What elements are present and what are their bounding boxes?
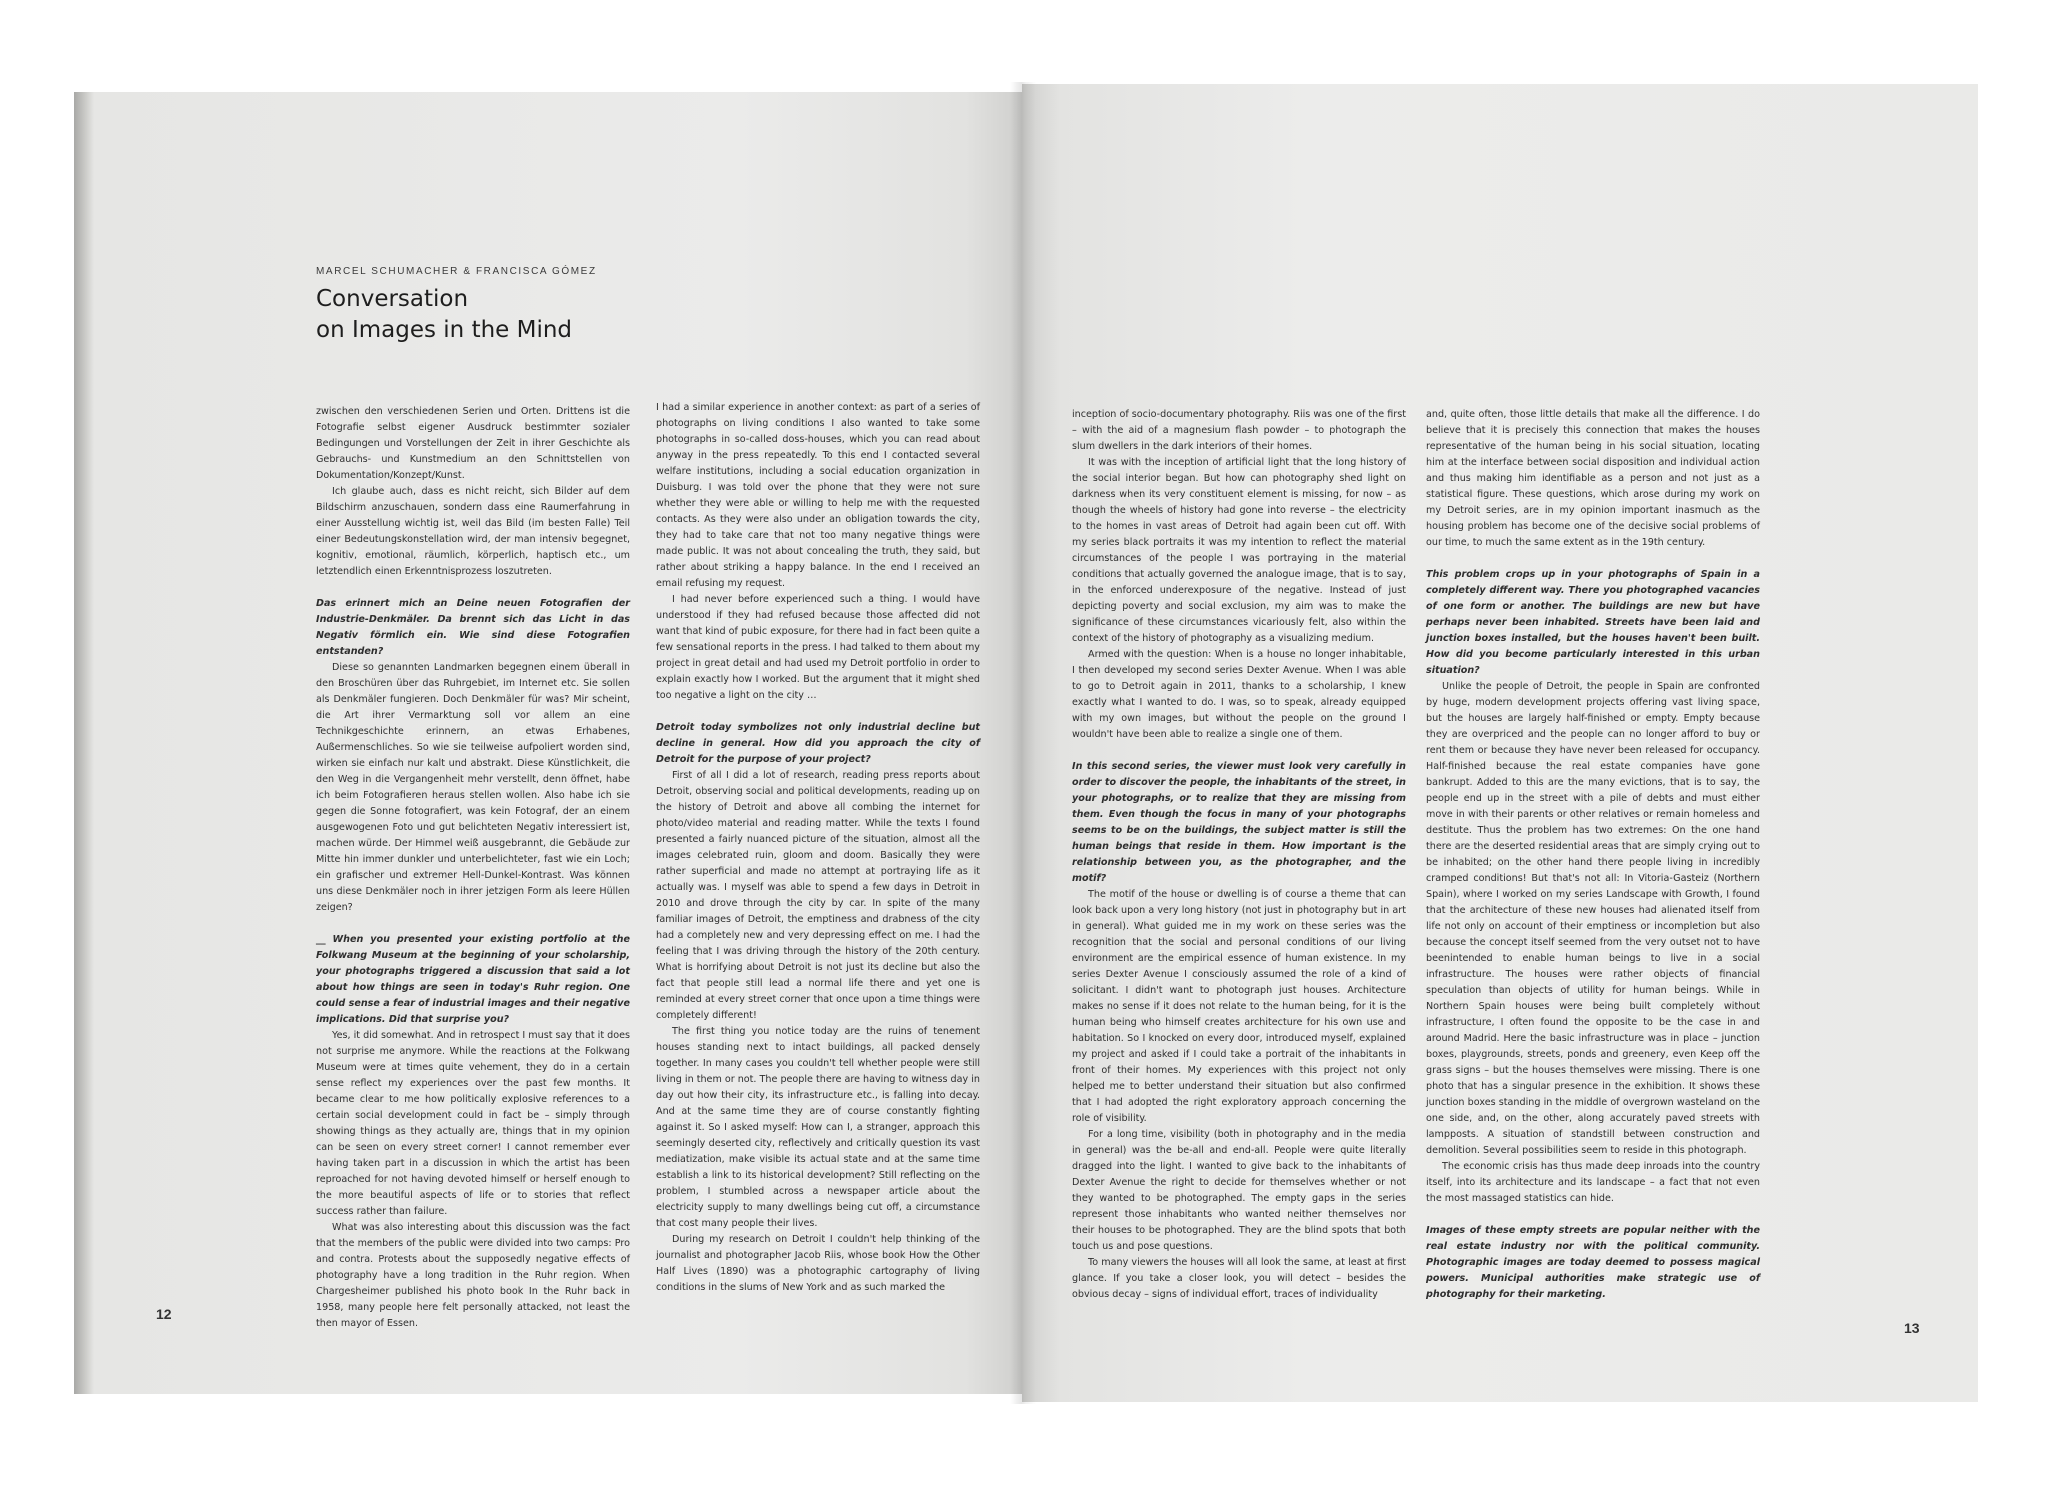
paragraph: The economic crisis has thus made deep inroads into the country itself, into its architecture and its landscape – a fact that not even the most massaged statistics can hide. [1426, 1161, 1760, 1204]
paragraph: I had a similar experience in another context: as part of a series of photographs on living conditions I also wanted to take some photographs in so-called doss-houses, which you can read about anyway in the press repeatedly. To this end I contacted several welfare institutions, including a social education organization in Duisburg. I was told over the phone that they were not sure whether they were able or willing to help me with the requested contacts. As they were also under an obligation towards the city, they had to take care that not too many negative things were made public. It was not about concealing the truth, they said, but rather about striking a happy balance. In the end I received an email refusing my request. [656, 402, 980, 589]
interview-question: Images of these empty streets are popular neither with the real estate industry nor with the political community. Photographic images are today deemed to possess magical powers. Municipal authorities make strategic use of photography for their marketing. [1426, 1225, 1760, 1300]
interview-question: Das erinnert mich an Deine neuen Fotografien der Industrie-Denkmäler. Da brennt sich das Licht in das Negativ förmlich ein. Wie sind diese Fotografien entstanden? [316, 598, 630, 657]
paragraph: Yes, it did somewhat. And in retrospect I must say that it does not surprise me anymore. While the reactions at the Folkwang Museum were at times quite vehement, they do in a certain sense reflect my experiences over the past few months. It became clear to me how politically explosive references to a certain social development could in fact be – simply through showing things as they actually are, things that in my opinion can be seen on every street corner! I cannot remember ever having taken part in a discussion in which the artist has been reproached for not having devoted himself or herself enough to the more beautiful aspects of life or to stories that reflect success rather than failure. [316, 1030, 630, 1217]
page-number-left: 12 [156, 1306, 172, 1322]
text-column-4 [1426, 407, 1760, 1307]
paragraph: First of all I did a lot of research, reading press reports about Detroit, observing social and political developments, reading up on the history of Detroit and above all combing the internet for photo/video material and reading matter. While the texts I found presented a fairly nuanced picture of the situation, almost all the images celebrated ruin, gloom and doom. Basically they were rather superficial and made no attempt at portraying life as it actually was. I myself was able to spend a few days in Detroit in 2010 and drove through the city by car. In spite of the many familiar images of Detroit, the emptiness and drabness of the city had a completely new and very depressing effect on me. I had the feeling that I was driving through the history of the 20th century. What is horrifying about Detroit is not just its decline but also the fact that people still lead a normal life there and yet one is reminded at every street corner that once upon a time things were completely different! [656, 770, 980, 1021]
interview-question: In this second series, the viewer must look very carefully in order to discover the people, the inhabitants of the street, in your photographs, or to realize that they are missing from them. Even though the focus in many of your photographs seems to be on the buildings, the subject matter is still the human beings that reside in them. How important is the relationship between you, as the photographer, and the motif? [1072, 761, 1406, 884]
paragraph: Diese so genannten Landmarken begegnen einem überall in den Broschüren über das Ruhrgebiet, im Internet etc. Sie sollen als Denkmäler fungieren. Doch Denkmäler für was? Mir scheint, die Art ihrer Vermarktung soll vor allem an eine Technikgeschichte erinnern, an etwas Erhabenes, Außermenschliches. So wie sie teilweise aufpoliert worden sind, wirken sie einfach nur kalt und abstrakt. Diese Künstlichkeit, die den Weg in die Vergangenheit mehr verstellt, denn öffnet, habe ich beim Fotografieren heraus stellen wollen. Also habe ich sie gegen die Sonne fotografiert, was kein Fotograf, der an einem ausgewogenen Foto und gut belichteten Negativ interessiert ist, machen würde. Der Himmel weiß ausgebrannt, die Gebäude zur Mitte hin immer dunkler und unterbelichteter, fast wie ein Loch; ein grafischer und extremer Hell-Dunkel-Kontrast. Was können uns diese Denkmäler noch in ihrer jetzigen Form als leere Hüllen zeigen? [316, 662, 630, 913]
interview-question: Detroit today symbolizes not only industrial decline but decline in general. How did you approach the city of Detroit for the purpose of your project? [656, 722, 980, 765]
title-line-1: Conversation [316, 286, 469, 312]
title-line-2: on Images in the Mind [316, 317, 573, 343]
paragraph: Unlike the people of Detroit, the people in Spain are confronted by huge, modern development projects offering vast living space, but the houses are largely half-finished or empty. Empty because they are overpriced and the people can no longer afford to buy or rent them or because they have never been released for occupancy. Half-finished because the real estate companies have gone bankrupt. Added to this are the many evictions, that is to say, the people end up in the street with a pile of debts and must either move in with their parents or other relatives or remain homeless and destitute. Thus the problem has two extremes: On the one hand there are the deserted residential areas that are simply crying out to be inhabited; on the other hand there people living in incredibly cramped conditions! But that's not all: In Vitoria-Gasteiz (Northern Spain), where I worked on my series Landscape with Growth, I found that the architecture of these new houses had alienated itself from life not only on account of their emptiness or incompletion but also because the concept itself seemed from the very outset not to have beenintended to enable human beings to live in a social infrastructure. The houses were rather objects of financial speculation than objects of utility for human beings. While in Northern Spain houses were being built completely without infrastructure, I often found the opposite to be the case in and around Madrid. Here the basic infrastructure was in place – junction boxes, playgrounds, streets, ponds and greenery, even Keep off the grass signs – but the houses themselves were missing. There is one photo that has a singular presence in the exhibition. It shows these junction boxes standing in the middle of overgrown wasteland on the one side, and, on the other, along accurately paved streets with lampposts. A situation of standstill between construction and demolition. Several possibilities seem to reside in this photograph. [1426, 681, 1760, 1156]
text-column-2 [656, 400, 980, 1308]
text-column-1 [316, 404, 630, 1329]
paragraph: The first thing you notice today are the ruins of tenement houses standing next to intact buildings, all packed densely together. In many cases you couldn't tell whether people were still living in them or not. The people there are having to witness day in day out how their city, its infrastructure etc., is falling into decay. And at the same time they are of course constantly fighting against it. So I asked myself: How can I, a stranger, approach this seemingly deserted city, reflectively and critically question its vast mediatization, make visible its actual state and at the same time establish a link to its historical development? Still reflecting on the problem, I stumbled across a newspaper article about the electricity supply to many dwellings being cut off, a circumstance that cost many people their lives. [656, 1026, 980, 1229]
page-number-right: 13 [1904, 1320, 1920, 1336]
paragraph: and, quite often, those little details that make all the difference. I do believe that it is precisely this connection that makes the houses representative of the human being in his social situation, locating him at the interface between social disposition and individual action and thus making him identifiable as a person and not just as a statistical figure. These questions, which arose during my work on my Detroit series, are in my opinion important inasmuch as the housing problem has become one of the decisive social problems of our time, to much the same extent as in the 19th century. [1426, 409, 1760, 548]
paragraph: zwischen den verschiedenen Serien und Orten. Drittens ist die Fotografie selbst eigener Ausdruck bestimmter sozialer Bedingungen und Vorstellungen der Zeit in ihrer Geschichte als Gebrauchs- und Kunstmedium an den Schnittstellen von Dokumentation/Konzept/Kunst. [316, 406, 630, 481]
paragraph: I had never before experienced such a thing. I would have understood if they had refused because those affected did not want that kind of pubic exposure, for there had in fact been quite a few sensational reports in the press. I had talked to them about my project in great detail and had used my Detroit portfolio in order to explain exactly how I worked. But the argument that it might shed too negative a light on the city … [656, 594, 980, 701]
paragraph: What was also interesting about this discussion was the fact that the members of the public were divided into two camps: Pro and contra. Protests about the supposedly negative effects of photography have a long tradition in the Ruhr region. When Chargesheimer published his photo book In the Ruhr back in 1958, many people here felt personally attacked, not least the then mayor of Essen. [316, 1222, 630, 1329]
text-column-3 [1072, 407, 1406, 1307]
article-authors: MARCEL SCHUMACHER & FRANCISCA GÓMEZ [316, 266, 597, 277]
paragraph: Armed with the question: When is a house no longer inhabitable, I then developed my second series Dexter Avenue. When I was able to go to Detroit again in 2011, thanks to a scholarship, I knew exactly what I wanted to do. I was, so to speak, already equipped with my own images, but without the people on the ground I wouldn't have been able to realize a single one of them. [1072, 649, 1406, 740]
paragraph: During my research on Detroit I couldn't help thinking of the journalist and photographer Jacob Riis, whose book How the Other Half Lives (1890) was a photographic cartography of living conditions in the slums of New York and as such marked the [656, 1234, 980, 1293]
interview-question: This problem crops up in your photographs of Spain in a completely different way. There you photographed vacancies of one form or another. The buildings are new but have perhaps never been inhabited. Streets have been laid and junction boxes installed, but the houses haven't been built. How did you become particularly interested in this urban situation? [1426, 569, 1760, 676]
paragraph: It was with the inception of artificial light that the long history of the social interior began. But how can photography shed light on darkness when its very constituent element is missing, for now – as though the wheels of history had gone into reverse – the electricity to the homes in vast areas of Detroit had again been cut off. With my series black portraits it was my intention to reflect the material circumstances of the people I was portraying in the material conditions that actually governed the analogue image, that is to say, in the enforced underexposure of the negative. Instead of just depicting poverty and social exclusion, my aim was to make the significance of these circumstances vicariously felt, also within the context of the history of photography as a visualizing medium. [1072, 457, 1406, 644]
interview-question: __ When you presented your existing portfolio at the Folkwang Museum at the beginning of your scholarship, your photographs triggered a discussion that said a lot about how things are seen in today's Ruhr region. One could sense a fear of industrial images and their negative implications. Did that surprise you? [316, 934, 630, 1025]
paragraph: inception of socio-documentary photography. Riis was one of the first – with the aid of a magnesium flash powder – to photograph the slum dwellers in the dark interiors of their homes. [1072, 409, 1406, 452]
article-title [316, 284, 736, 346]
paragraph: The motif of the house or dwelling is of course a theme that can look back upon a very long history (not just in photography but in art in general). What guided me in my work on these series was the recognition that the social and personal conditions of our living environment are the empirical essence of human existence. In my series Dexter Avenue I consciously assumed the role of a kind of solicitant. I didn't want to photograph just houses. Architecture makes no sense if it does not relate to the human being, for it is the human being who himself creates architecture for his own use and habitation. So I knocked on every door, introduced myself, explained my project and asked if I could take a portrait of the inhabitants in front of their homes. My experiences with this project not only helped me to better understand their situation but also confirmed that I had adopted the right exploratory approach concerning the role of visibility. [1072, 889, 1406, 1124]
paragraph: For a long time, visibility (both in photography and in the media in general) was the be-all and end-all. People were quite literally dragged into the light. I wanted to give back to the inhabitants of Dexter Avenue the right to decide for themselves whether or not they wanted to be photographed. The empty gaps in the series represent those inhabitants who wanted neither themselves nor their houses to be photographed. They are the blind spots that both touch us and pose questions. [1072, 1129, 1406, 1252]
page-edge [74, 92, 94, 1394]
paragraph: To many viewers the houses will all look the same, at least at first glance. If you take a closer look, you will detect – besides the obvious decay – signs of individual effort, traces of individuality [1072, 1257, 1406, 1300]
paragraph: Ich glaube auch, dass es nicht reicht, sich Bilder auf dem Bildschirm anzuschauen, sondern dass eine Raumerfahrung in einer Ausstellung wichtig ist, weil das Bild (im besten Falle) Teil einer Bedeutungskonstellation wird, der man intensiv begegnet, kognitiv, emotional, räumlich, körperlich, haptisch etc., um letztendlich einen Erkenntnisprozess loszutreten. [316, 486, 630, 577]
